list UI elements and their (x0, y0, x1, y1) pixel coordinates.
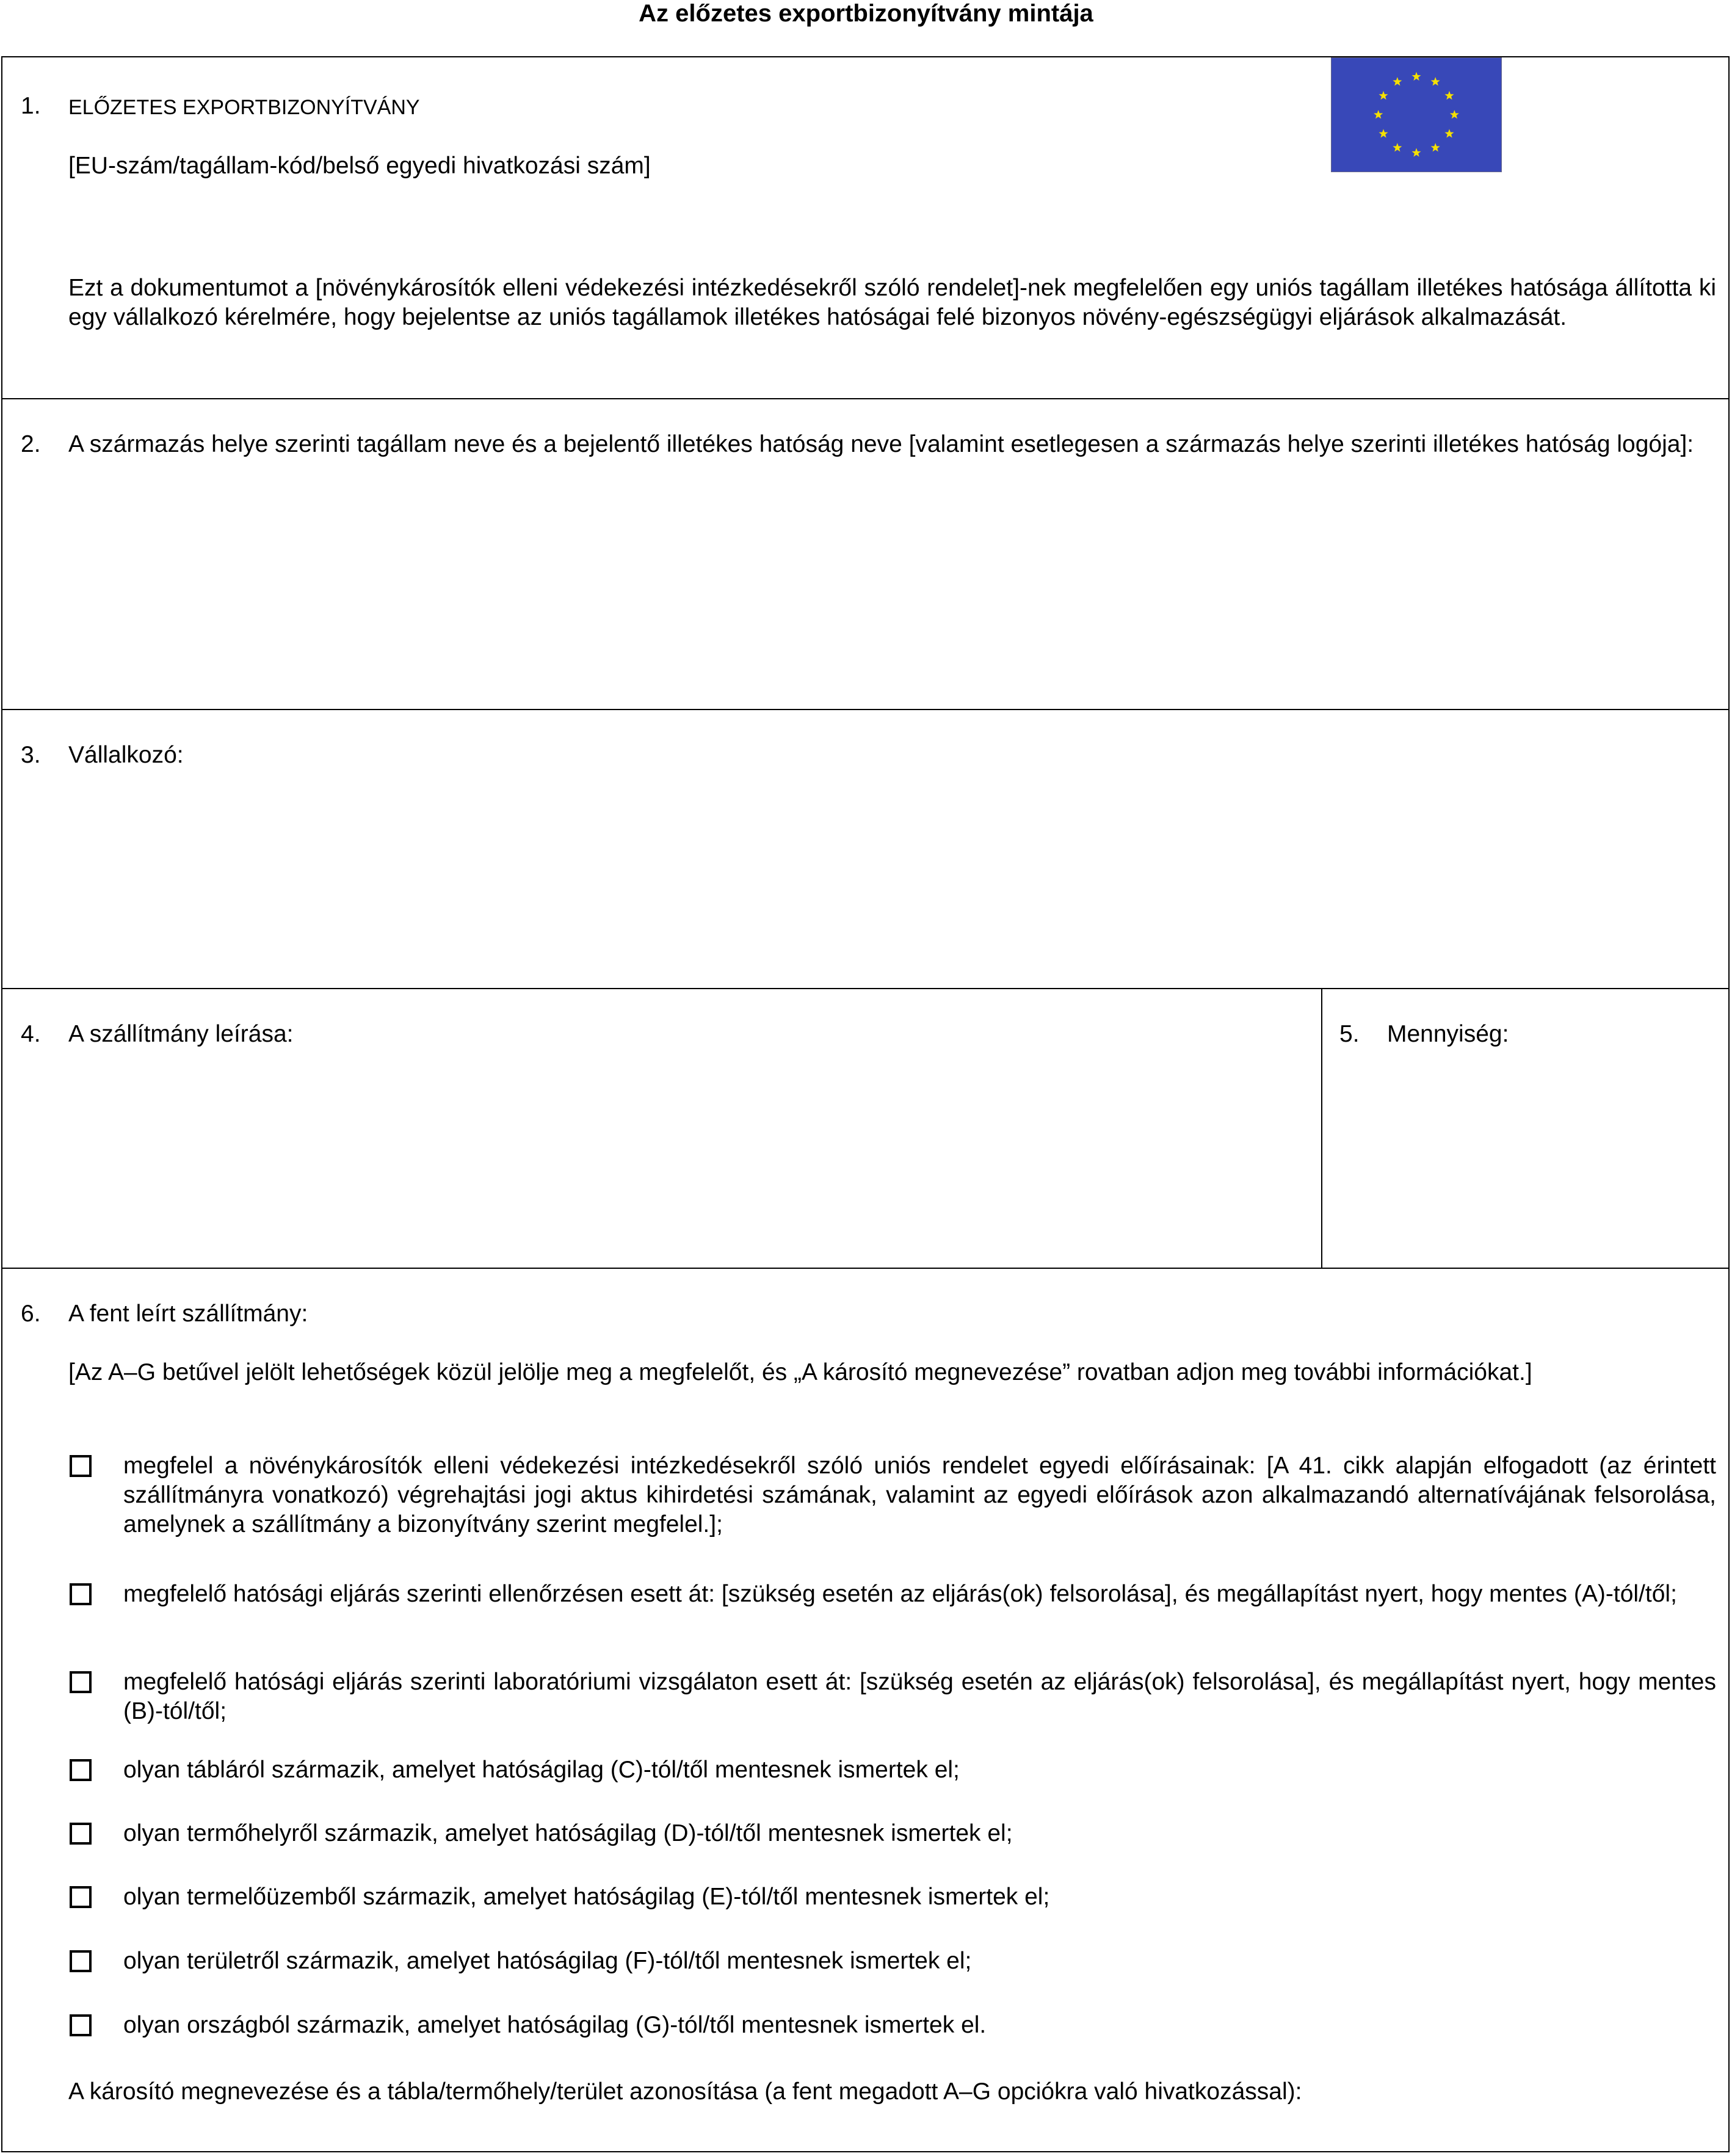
option-checkbox[interactable] (70, 1671, 92, 1693)
section-4-number: 4. (21, 1021, 41, 1047)
option-text: olyan termőhelyről származik, amelyet hatóságilag (D)-tól/től mentesnek ismertek el; (123, 1820, 1013, 1846)
eu-flag-icon (1331, 57, 1502, 172)
page-title: Az előzetes exportbizonyítvány mintája (639, 0, 1093, 27)
section-6-label: A fent leírt szállítmány: (68, 1301, 308, 1327)
option-checkbox[interactable] (70, 2014, 92, 2036)
option-checkbox[interactable] (70, 1886, 92, 1908)
option-text: olyan tábláról származik, amelyet hatóságilag (C)-tól/től mentesnek ismertek el; (123, 1757, 960, 1783)
column-divider (1321, 988, 1322, 1268)
section-5-label: Mennyiség: (1387, 1021, 1509, 1047)
section-6-instruction: [Az A–G betűvel jelölt lehetőségek közül jelölje meg a megfelelőt, és „A károsító megnevezése” rovatban adjon meg további információkat.] (68, 1359, 1532, 1385)
section-3-number: 3. (21, 742, 41, 768)
option-checkbox[interactable] (70, 1950, 92, 1972)
option-text: olyan termelőüzemből származik, amelyet hatóságilag (E)-tól/től mentesnek ismertek el; (123, 1884, 1050, 1910)
divider (2, 1268, 1728, 1269)
divider (2, 398, 1728, 399)
option-checkbox[interactable] (70, 1583, 92, 1605)
section-6-number: 6. (21, 1301, 41, 1327)
option-text: megfelelő hatósági eljárás szerinti laboratóriumi vizsgálaton esett át: [szükség esetén az eljárás(ok) felsorolása], és megállapítást nyert, hogy mentes (B)-tól/től; (123, 1669, 1716, 1724)
option-checkbox[interactable] (70, 1455, 92, 1477)
section-4-label: A szállítmány leírása: (68, 1021, 294, 1047)
section-1-reference: [EU-szám/tagállam-kód/belső egyedi hivatkozási szám] (68, 153, 651, 179)
section-6-footer: A károsító megnevezése és a tábla/termőhely/terület azonosítása (a fent megadott A–G opciókra való hivatkozással): (68, 2078, 1302, 2105)
option-text: megfelelő hatósági eljárás szerinti ellenőrzésen esett át: [szükség esetén az eljárás(ok) felsorolása], és megállapítást nyert, hogy mentes (A)-tól/től; (123, 1581, 1677, 1607)
option-text: olyan országból származik, amelyet hatóságilag (G)-tól/től mentesnek ismertek el. (123, 2012, 987, 2038)
section-1-description: Ezt a dokumentumot a [növénykárosítók elleni védekezési intézkedésekről szóló rendelet]-nek megfelelően egy uniós tagállam illetékes hatósága állította ki egy vállalkozó kérelmére, hogy bejelentse az uniós tagállamok illetékes hatóságai felé bizonyos növény-egészségügyi eljárások alkalmazását. (68, 275, 1716, 330)
section-1-number: 1. (21, 93, 41, 119)
section-3-label: Vállalkozó: (68, 742, 184, 768)
section-5-number: 5. (1339, 1021, 1360, 1047)
section-2-number: 2. (21, 431, 41, 457)
section-2-label: A származás helye szerinti tagállam neve és a bejelentő illetékes hatóság neve [valamint esetlegesen a származás helye szerinti illetékes hatóság logója]: (68, 431, 1694, 457)
divider (2, 988, 1728, 989)
section-1-heading: ELŐZETES EXPORTBIZONYÍTVÁNY (68, 96, 420, 119)
option-checkbox[interactable] (70, 1823, 92, 1845)
option-text: olyan területről származik, amelyet hatóságilag (F)-tól/től mentesnek ismertek el; (123, 1948, 972, 1974)
certificate-form (1, 56, 1730, 2152)
divider (2, 709, 1728, 710)
option-text: megfelel a növénykárosítók elleni védekezési intézkedésekről szóló uniós rendelet egyedi előírásainak: [A 41. cikk alapján elfogadott (az érintett szállítmányra vonatkozó) végrehajtási jogi aktus kihirdetési számának, valamint az egyedi előírások azon alkalmazandó alternatívájának felsorolása, amelynek a szállítmány a bizonyítvány szerint megfelel.]; (123, 1453, 1716, 1537)
option-checkbox[interactable] (70, 1759, 92, 1781)
